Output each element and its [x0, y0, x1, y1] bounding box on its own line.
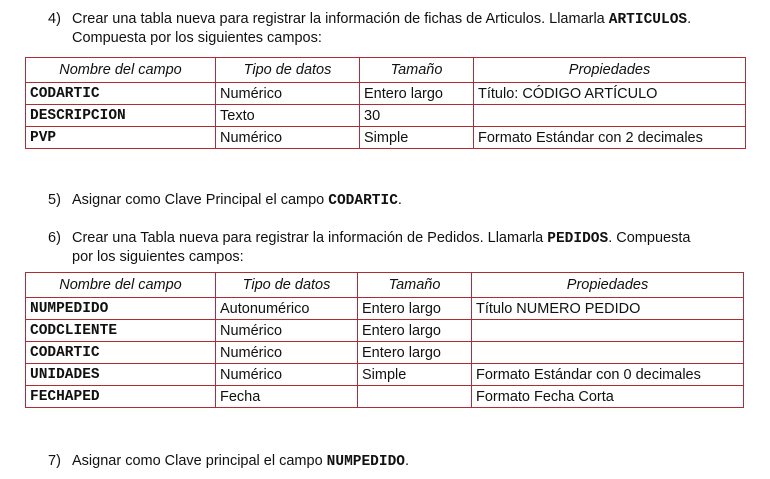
step-7-number: 7)	[48, 453, 61, 469]
cell-properties: Formato Estándar con 2 decimales	[474, 127, 746, 149]
header-field-name: Nombre del campo	[26, 273, 216, 298]
cell-size: Entero largo	[360, 83, 474, 105]
cell-properties	[474, 105, 746, 127]
cell-properties	[472, 320, 744, 342]
table-row	[26, 342, 744, 364]
header-data-type: Tipo de datos	[216, 58, 360, 83]
step-4-text-end: .	[687, 11, 692, 27]
step-5-field-name: CODARTIC	[328, 193, 398, 209]
table-row	[26, 320, 744, 342]
cell-size: Simple	[360, 127, 474, 149]
header-size: Tamaño	[358, 273, 472, 298]
cell-field-name: PVP	[26, 127, 216, 149]
cell-field-name: CODARTIC	[26, 83, 216, 105]
cell-properties	[472, 342, 744, 364]
cell-size: Entero largo	[358, 342, 472, 364]
step-5-text-end: .	[397, 192, 402, 208]
header-data-type: Tipo de datos	[216, 273, 358, 298]
step-6-text-end: . Compuesta	[608, 230, 691, 246]
header-size: Tamaño	[360, 58, 474, 83]
table-row	[26, 83, 746, 105]
cell-field-name: NUMPEDIDO	[26, 298, 216, 320]
cell-size: Entero largo	[358, 320, 472, 342]
step-6-number: 6)	[48, 230, 61, 246]
step-5	[48, 191, 748, 210]
cell-size	[358, 386, 472, 408]
pedidos-table	[25, 272, 744, 408]
step-6-table-name: PEDIDOS	[547, 231, 609, 247]
cell-size: Entero largo	[358, 298, 472, 320]
step-4	[48, 10, 748, 47]
cell-data-type: Numérico	[216, 342, 358, 364]
table-row	[26, 364, 744, 386]
step-4-line-2: Compuesta por los siguientes campos:	[72, 30, 322, 46]
table-row	[26, 386, 744, 408]
cell-data-type: Autonumérico	[216, 298, 358, 320]
step-7	[48, 452, 748, 471]
cell-properties: Formato Fecha Corta	[472, 386, 744, 408]
step-4-line-1	[48, 10, 748, 29]
step-4-text: Crear una tabla nueva para registrar la información de fichas de Articulos. Llamarla	[72, 11, 609, 27]
cell-field-name: CODARTIC	[26, 342, 216, 364]
cell-size: 30	[360, 105, 474, 127]
cell-data-type: Texto	[216, 105, 360, 127]
step-6	[48, 229, 748, 266]
articulos-table	[25, 57, 746, 149]
cell-properties: Título: CÓDIGO ARTÍCULO	[474, 83, 746, 105]
cell-properties: Título NUMERO PEDIDO	[472, 298, 744, 320]
step-6-line-1	[48, 229, 748, 248]
header-properties: Propiedades	[472, 273, 744, 298]
cell-field-name: UNIDADES	[26, 364, 216, 386]
table-row	[26, 105, 746, 127]
table-row	[26, 127, 746, 149]
step-4-number: 4)	[48, 11, 61, 27]
step-4-table-name: ARTICULOS	[608, 12, 688, 28]
step-7-text: Asignar como Clave principal el campo	[72, 453, 327, 469]
cell-data-type: Numérico	[216, 83, 360, 105]
cell-data-type: Numérico	[216, 364, 358, 386]
step-7-text-end: .	[405, 453, 410, 469]
table-header-row	[26, 58, 746, 83]
cell-data-type: Numérico	[216, 320, 358, 342]
step-6-line-2: por los siguientes campos:	[72, 249, 244, 265]
cell-data-type: Fecha	[216, 386, 358, 408]
table-header-row	[26, 273, 744, 298]
table-row	[26, 298, 744, 320]
cell-field-name: DESCRIPCION	[26, 105, 216, 127]
cell-size: Simple	[358, 364, 472, 386]
cell-data-type: Numérico	[216, 127, 360, 149]
cell-field-name: FECHAPED	[26, 386, 216, 408]
step-7-field-name: NUMPEDIDO	[326, 454, 405, 470]
step-5-text: Asignar como Clave Principal el campo	[72, 192, 329, 208]
header-properties: Propiedades	[474, 58, 746, 83]
step-5-number: 5)	[48, 192, 61, 208]
cell-properties: Formato Estándar con 0 decimales	[472, 364, 744, 386]
step-6-text: Crear una Tabla nueva para registrar la información de Pedidos. Llamarla	[72, 230, 548, 246]
header-field-name: Nombre del campo	[26, 58, 216, 83]
cell-field-name: CODCLIENTE	[26, 320, 216, 342]
